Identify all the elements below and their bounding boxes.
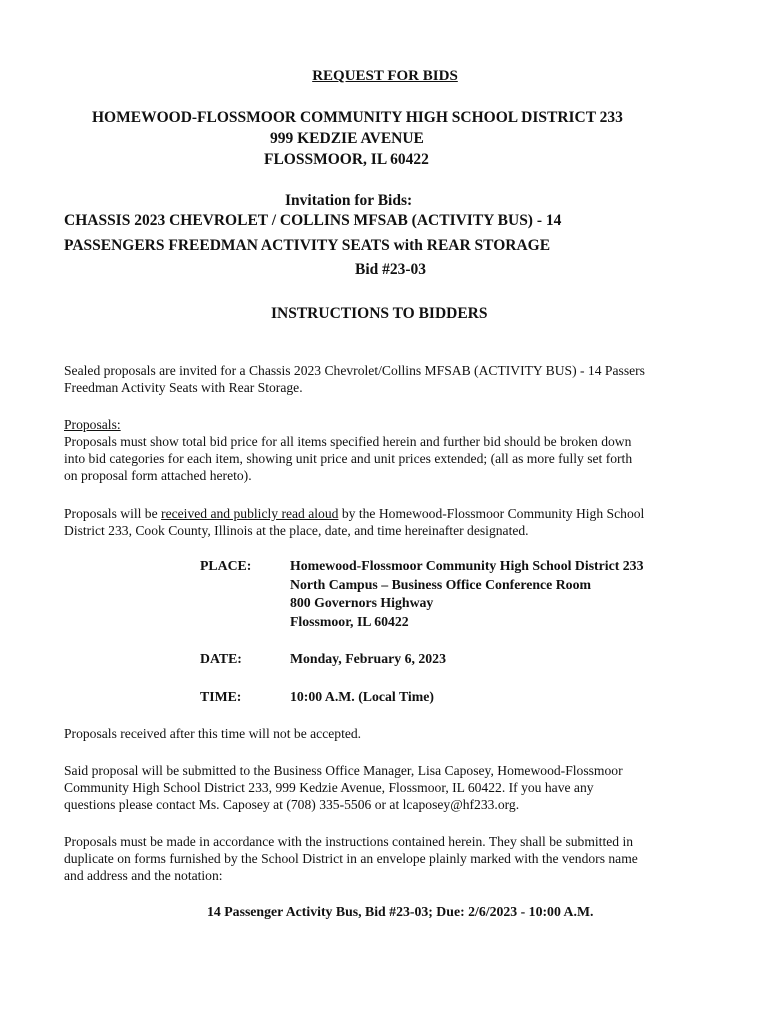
reading-emphasis: received and publicly read aloud	[161, 506, 339, 521]
bid-number: Bid #23-03	[355, 261, 427, 278]
proposals-paragraph	[64, 416, 734, 484]
contact-line: Said proposal will be submitted to the Business Office Manager, Lisa Caposey, Homewood-Flossmoor	[64, 763, 623, 778]
place-line: Homewood-Flossmoor Community High School District 233	[290, 558, 644, 573]
date-label: DATE:	[200, 651, 242, 666]
proposals-line: on proposal form attached hereto).	[64, 468, 252, 483]
date-value: Monday, February 6, 2023	[290, 651, 446, 666]
proposals-line: Proposals must show total bid price for all items specified herein and further bid should be broken down	[64, 434, 632, 449]
reading-suffix: by the Homewood-Flossmoor Community High School	[338, 506, 645, 521]
proposals-heading: Proposals:	[64, 417, 121, 432]
bid-title-line-1: CHASSIS 2023 CHEVROLET / COLLINS MFSAB (ACTIVITY BUS) - 14	[64, 212, 562, 229]
org-address-street: 999 KEDZIE AVENUE	[270, 130, 424, 147]
submission-paragraph	[64, 833, 734, 884]
intro-paragraph	[64, 362, 734, 396]
place-line: 800 Governors Highway	[290, 595, 434, 610]
org-name: HOMEWOOD-FLOSSMOOR COMMUNITY HIGH SCHOOL DISTRICT 233	[92, 109, 623, 126]
submission-line: Proposals must be made in accordance with the instructions contained herein. They shall be submitted in	[64, 834, 634, 849]
document-title: REQUEST FOR BIDS	[312, 68, 458, 84]
envelope-notation: 14 Passenger Activity Bus, Bid #23-03; Due: 2/6/2023 - 10:00 A.M.	[207, 904, 594, 919]
late-notice: Proposals received after this time will not be accepted.	[64, 726, 362, 741]
proposals-line: into bid categories for each item, showing unit price and unit prices extended; (all as more fully set forth	[64, 451, 633, 466]
place-label: PLACE:	[200, 558, 252, 573]
section-title: INSTRUCTIONS TO BIDDERS	[271, 305, 488, 322]
bid-title-line-2: PASSENGERS FREEDMAN ACTIVITY SEATS with REAR STORAGE	[64, 237, 551, 254]
reading-line: District 233, Cook County, Illinois at the place, date, and time hereinafter designated.	[64, 523, 529, 538]
submission-line: duplicate on forms furnished by the School District in an envelope plainly marked with the vendors name	[64, 851, 638, 866]
place-line: Flossmoor, IL 60422	[290, 613, 409, 629]
contact-line: Community High School District 233, 999 Kedzie Avenue, Flossmoor, IL 60422. If you have any	[64, 780, 594, 795]
time-label: TIME:	[200, 689, 242, 704]
reading-line	[64, 505, 734, 522]
place-line: North Campus – Business Office Conference Room	[290, 576, 591, 592]
invitation-heading: Invitation for Bids:	[285, 192, 413, 209]
contact-paragraph	[64, 762, 734, 813]
reading-paragraph	[64, 505, 734, 539]
reading-prefix: Proposals will be	[64, 506, 162, 521]
intro-line: Sealed proposals are invited for a Chassis 2023 Chevrolet/Collins MFSAB (ACTIVITY BUS) - 14 Passers	[64, 363, 645, 378]
org-address-city: FLOSSMOOR, IL 60422	[264, 151, 429, 168]
contact-line: questions please contact Ms. Caposey at (708) 335-5506 or at lcaposey@hf233.org.	[64, 797, 520, 812]
place-value	[290, 557, 643, 631]
submission-line: and address and the notation:	[64, 868, 223, 883]
time-value: 10:00 A.M. (Local Time)	[290, 689, 434, 704]
intro-line: Freedman Activity Seats with Rear Storage.	[64, 380, 303, 395]
